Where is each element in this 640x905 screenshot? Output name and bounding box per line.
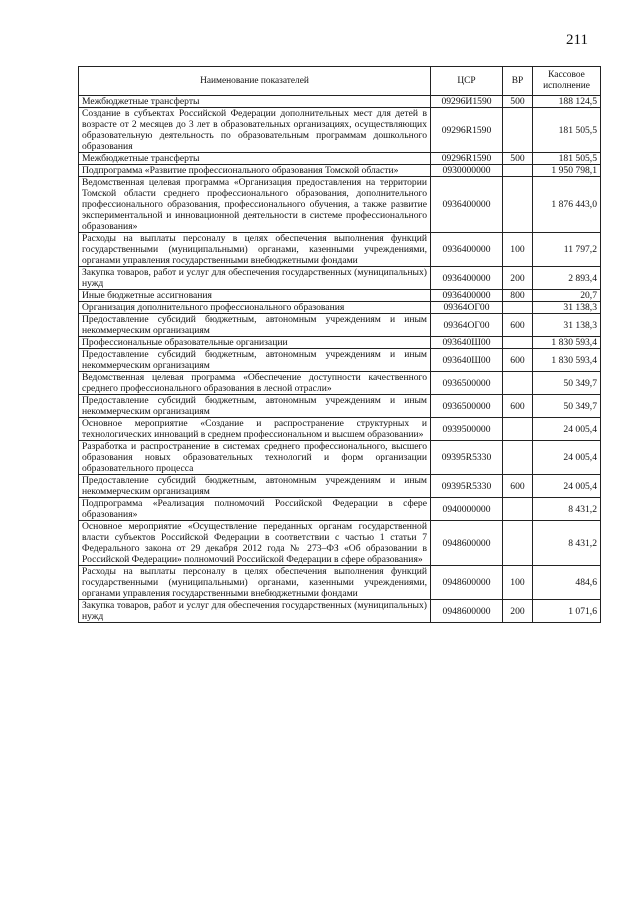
row-vr: [503, 441, 533, 475]
row-vr: 100: [503, 233, 533, 267]
table-row: [79, 302, 601, 314]
row-sum: 31 138,3: [533, 314, 601, 337]
row-name: Предоставление субсидий бюджетным, автономным учреждениям и иным некоммерческим организациям: [79, 349, 431, 372]
table-row: [79, 96, 601, 108]
row-sum: 1 830 593,4: [533, 337, 601, 349]
row-sum: 20,7: [533, 290, 601, 302]
row-vr: [503, 521, 533, 566]
table-row: [79, 521, 601, 566]
table-row: [79, 372, 601, 395]
row-name: Предоставление субсидий бюджетным, автономным учреждениям и иным некоммерческим организациям: [79, 395, 431, 418]
row-name: Расходы на выплаты персоналу в целях обеспечения выполнения функций государственными (муниципальными) органами, казенными учреждениями, органами управления государственными внебюджетными фондами: [79, 233, 431, 267]
row-sum: 8 431,2: [533, 498, 601, 521]
row-sum: 1 876 443,0: [533, 177, 601, 233]
row-vr: [503, 108, 533, 153]
row-sum: 484,6: [533, 566, 601, 600]
row-csr: 0936500000: [431, 395, 503, 418]
row-name: Профессиональные образовательные организации: [79, 337, 431, 349]
row-sum: 50 349,7: [533, 372, 601, 395]
row-sum: 1 071,6: [533, 600, 601, 623]
row-sum: 11 797,2: [533, 233, 601, 267]
row-sum: 181 505,5: [533, 108, 601, 153]
row-csr: 09395R5330: [431, 441, 503, 475]
row-csr: 0948600000: [431, 566, 503, 600]
row-sum: 1 950 798,1: [533, 165, 601, 177]
row-csr: 09364ОГ00: [431, 302, 503, 314]
row-name: Иные бюджетные ассигнования: [79, 290, 431, 302]
header-csr: ЦСР: [431, 67, 503, 96]
row-name: Разработка и распространение в системах среднего профессионального, высшего образования новых образовательных технологий и форм организации образовательного процесса: [79, 441, 431, 475]
row-name: Предоставление субсидий бюджетным, автономным учреждениям и иным некоммерческим организациям: [79, 314, 431, 337]
row-name: Основное мероприятие «Осуществление переданных органам государственной власти субъектов Российской Федерации в соответствии с частью 1 статьи 7 Федерального закона от 29 декабря 2012 года № 273–ФЗ «Об образовании в Российской Федерации» полномочий Российской Федерации в сфере образования»: [79, 521, 431, 566]
row-vr: 200: [503, 600, 533, 623]
row-csr: 0936500000: [431, 372, 503, 395]
page-number: 211: [566, 32, 588, 48]
row-csr: 0948600000: [431, 521, 503, 566]
table-row: [79, 498, 601, 521]
row-csr: 093640Ш00: [431, 349, 503, 372]
row-name: Расходы на выплаты персоналу в целях обеспечения выполнения функций государственными (муниципальными) органами, казенными учреждениями, органами управления государственными внебюджетными фондами: [79, 566, 431, 600]
row-sum: 1 830 593,4: [533, 349, 601, 372]
row-name: Межбюджетные трансферты: [79, 96, 431, 108]
row-name: Ведомственная целевая программа «Обеспечение доступности качественного среднего профессионального образования в лесной отрасли»: [79, 372, 431, 395]
row-vr: 600: [503, 314, 533, 337]
row-name: Предоставление субсидий бюджетным, автономным учреждениям и иным некоммерческим организациям: [79, 475, 431, 498]
row-vr: 100: [503, 566, 533, 600]
table-header-row: [79, 67, 601, 96]
row-vr: [503, 302, 533, 314]
row-csr: 09296И1590: [431, 96, 503, 108]
table-row: [79, 475, 601, 498]
row-sum: 181 505,5: [533, 153, 601, 165]
row-name: Создание в субъектах Российской Федерации дополнительных мест для детей в возрасте от 2 месяцев до 3 лет в образовательных организациях, осуществляющих образовательную деятельность по образовательным программам дошкольного образования: [79, 108, 431, 153]
table-row: [79, 177, 601, 233]
row-vr: 500: [503, 96, 533, 108]
table-row: [79, 395, 601, 418]
row-vr: 600: [503, 475, 533, 498]
row-csr: 0948600000: [431, 600, 503, 623]
table-row: [79, 314, 601, 337]
row-name: Подпрограмма «Развитие профессионального образования Томской области»: [79, 165, 431, 177]
row-sum: 24 005,4: [533, 475, 601, 498]
row-vr: [503, 372, 533, 395]
row-sum: 8 431,2: [533, 521, 601, 566]
header-sum: Кассовое исполнение: [533, 67, 601, 96]
row-csr: 09296R1590: [431, 153, 503, 165]
row-sum: 50 349,7: [533, 395, 601, 418]
row-sum: 24 005,4: [533, 441, 601, 475]
row-vr: [503, 498, 533, 521]
table-row: [79, 337, 601, 349]
row-name: Организация дополнительного профессионального образования: [79, 302, 431, 314]
row-csr: 0936400000: [431, 177, 503, 233]
table-row: [79, 153, 601, 165]
table-row: [79, 108, 601, 153]
row-name: Закупка товаров, работ и услуг для обеспечения государственных (муниципальных) нужд: [79, 267, 431, 290]
row-name: Ведомственная целевая программа «Организация предоставления на территории Томской области среднего профессионального образования, дополнительного профессионального образования, профессионального обучения, а также развитие экспериментальной и инновационной деятельности в системе профессионального образования»: [79, 177, 431, 233]
row-sum: 2 893,4: [533, 267, 601, 290]
table-row: [79, 290, 601, 302]
row-vr: 200: [503, 267, 533, 290]
row-csr: 09395R5330: [431, 475, 503, 498]
row-csr: 0939500000: [431, 418, 503, 441]
row-vr: 500: [503, 153, 533, 165]
row-vr: 600: [503, 349, 533, 372]
row-sum: 188 124,5: [533, 96, 601, 108]
row-vr: 600: [503, 395, 533, 418]
row-sum: 24 005,4: [533, 418, 601, 441]
row-vr: [503, 165, 533, 177]
table-row: [79, 441, 601, 475]
row-csr: 0936400000: [431, 233, 503, 267]
row-sum: 31 138,3: [533, 302, 601, 314]
table-row: [79, 165, 601, 177]
table-row: [79, 233, 601, 267]
row-csr: 093640Ш00: [431, 337, 503, 349]
row-csr: 09364ОГ00: [431, 314, 503, 337]
table-row: [79, 267, 601, 290]
header-name: Наименование показателей: [79, 67, 431, 96]
table-row: [79, 566, 601, 600]
row-vr: [503, 337, 533, 349]
row-name: Подпрограмма «Реализация полномочий Российской Федерации в сфере образования»: [79, 498, 431, 521]
row-csr: 0930000000: [431, 165, 503, 177]
row-csr: 09296R1590: [431, 108, 503, 153]
row-csr: 0936400000: [431, 290, 503, 302]
row-vr: [503, 177, 533, 233]
table-row: [79, 600, 601, 623]
header-vr: ВР: [503, 67, 533, 96]
row-vr: 800: [503, 290, 533, 302]
row-name: Межбюджетные трансферты: [79, 153, 431, 165]
budget-execution-table: [78, 66, 601, 623]
row-csr: 0936400000: [431, 267, 503, 290]
row-vr: [503, 418, 533, 441]
row-csr: 0940000000: [431, 498, 503, 521]
table-row: [79, 349, 601, 372]
row-name: Основное мероприятие «Создание и распространение структурных и технологических инноваций в среднем профессиональном и высшем образовании»: [79, 418, 431, 441]
row-name: Закупка товаров, работ и услуг для обеспечения государственных (муниципальных) нужд: [79, 600, 431, 623]
table-row: [79, 418, 601, 441]
